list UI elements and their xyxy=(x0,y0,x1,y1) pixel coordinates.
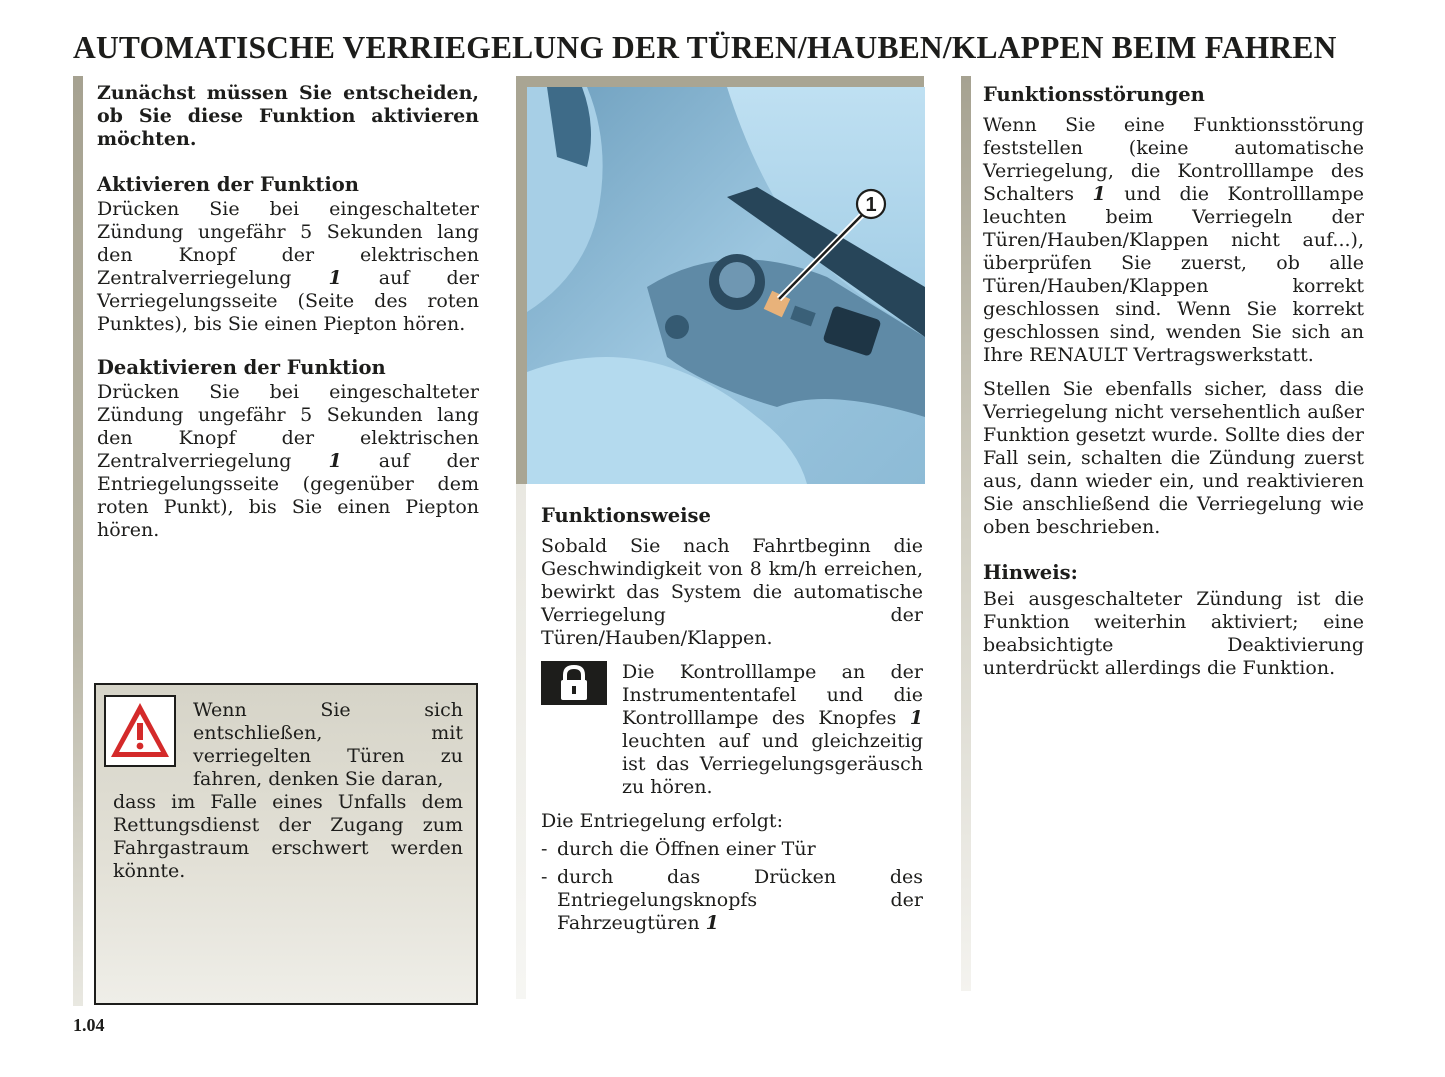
left-column-bar xyxy=(73,76,83,1006)
activate-text: Drücken Sie bei eingeschalteter Zündung ungefähr 5 Sekunden lang den Knopf der elektrischen Zentralverriegelung 1 auf der Verriegelungsseite (Seite des roten Punktes), bis Sie einen Piepton hören. xyxy=(97,198,479,335)
unlock-list xyxy=(541,838,923,935)
intro-text: Zunächst müssen Sie entscheiden, ob Sie diese Funktion aktivieren möchten. xyxy=(97,82,479,150)
console-photo xyxy=(516,76,924,484)
callout-ref: 1 xyxy=(909,707,923,729)
warning-box xyxy=(94,683,478,1005)
lock-text: Die Kontrolllampe an der Instrumententafel und die Kontrolllampe des Knopfes 1 leuchten auf und gleichzeitig ist das Verriegelungsgeräusch zu hören. xyxy=(622,661,923,798)
function-heading: Funktionsweise xyxy=(541,504,711,527)
deactivate-text: Drücken Sie bei eingeschalteter Zündung ungefähr 5 Sekunden lang den Knopf der elektrischen Zentralverriegelung 1 auf der Entriegelungsseite (gegenüber dem roten Punkt), bis Sie einen Piepton hören. xyxy=(97,381,479,541)
malfunction-text-2: Stellen Sie ebenfalls sicher, dass die Verriegelung nicht versehentlich außer Funktion gesetzt wurde. Sollte dies der Fall sein, schalten die Zündung zuerst aus, dann wieder ein, und reaktivieren Sie anschließend die Verriegelung wie oben beschrieben. xyxy=(983,378,1364,538)
malfunction-text: Wenn Sie eine Funktionsstörung feststellen (keine automatische Verriegelung, die Kontrolllampe des Schalters 1 und die Kontrolllampe leuchten beim Verriegeln der Türen/Hauben/Klappen nicht auf...), überprüfen Sie zuerst, ob alle Türen/Hauben/Klappen korrekt geschlossen sind. Wenn Sie korrekt geschlossen sind, wenden Sie sich an Ihre RENAULT Vertragswerkstatt. xyxy=(983,114,1364,366)
list-item: - durch die Öffnen einer Tür xyxy=(541,838,816,860)
right-column-bar xyxy=(961,76,971,991)
callout-ref: 1 xyxy=(705,912,719,934)
note-heading: Hinweis: xyxy=(983,561,1078,584)
middle-column-bar xyxy=(516,484,526,999)
callout-ref: 1 xyxy=(1092,183,1106,205)
deactivate-heading: Deaktivieren der Funktion xyxy=(97,356,386,379)
note-text: Bei ausgeschalteter Zündung ist die Funktion weiterhin aktiviert; eine beabsichtigte Deaktivierung unterdrückt allerdings die Funktion. xyxy=(983,588,1364,679)
malfunction-heading: Funktionsstörungen xyxy=(983,83,1205,106)
lock-icon xyxy=(541,661,607,705)
callout-ref: 1 xyxy=(328,267,342,289)
callout-ref: 1 xyxy=(328,450,342,472)
page-title: AUTOMATISCHE VERRIEGELUNG DER TÜREN/HAUBEN/KLAPPEN BEIM FAHREN xyxy=(73,30,1337,65)
unlock-intro: Die Entriegelung erfolgt: xyxy=(541,810,783,832)
page-number: 1.04 xyxy=(73,1015,105,1035)
list-item: - durch das Drücken des Entriegelungsknopfs der Fahrzeugtüren 1 xyxy=(541,866,923,934)
left-column xyxy=(97,82,479,553)
photo-callout-1: 1 xyxy=(865,194,877,216)
right-column xyxy=(983,82,1364,691)
activate-heading: Aktivieren der Funktion xyxy=(97,173,359,196)
function-text: Sobald Sie nach Fahrtbeginn die Geschwindigkeit von 8 km/h erreichen, bewirkt das System die automatische Verriegelung der Türen/Hauben/Klappen. xyxy=(541,535,923,649)
warning-text: Wenn Sie sich entschließen, mit verriegelten Türen zu fahren, denken Sie daran, dass im Falle eines Unfalls dem Rettungsdienst der Zugang zum Fahrgastraum erschwert werden könnte. xyxy=(113,699,463,882)
middle-column xyxy=(541,503,923,940)
